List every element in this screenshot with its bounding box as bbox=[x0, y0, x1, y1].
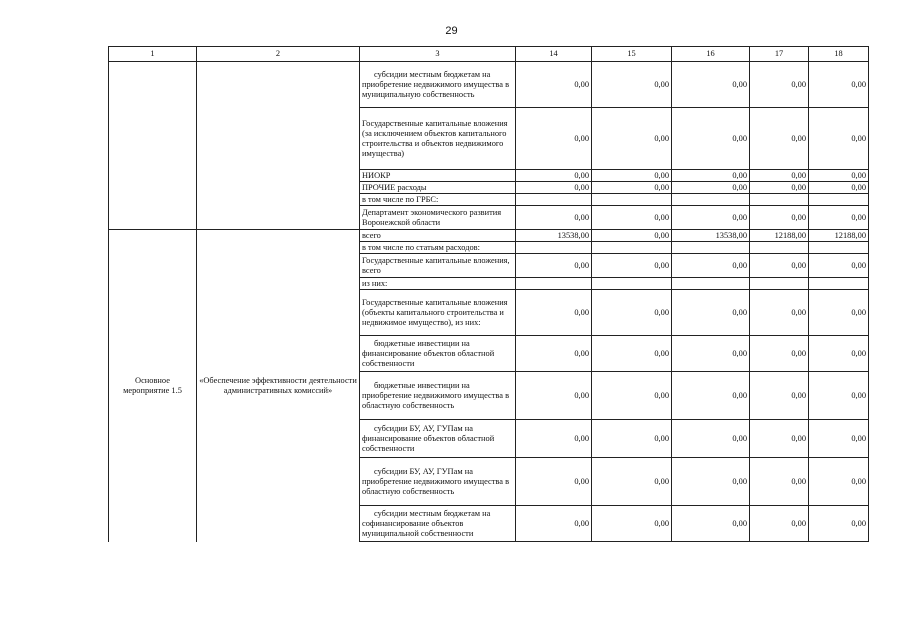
value-cell-col-14: 0,00 bbox=[516, 182, 592, 194]
value-cell-col-15: 0,00 bbox=[592, 506, 672, 542]
value-cell-col-17: 0,00 bbox=[750, 458, 809, 506]
header-col-17: 17 bbox=[750, 47, 809, 62]
header-col-14: 14 bbox=[516, 47, 592, 62]
header-col-16: 16 bbox=[672, 47, 750, 62]
value-cell-col-15 bbox=[592, 278, 672, 290]
value-cell-col-18: 0,00 bbox=[809, 290, 869, 336]
value-cell-col-14: 0,00 bbox=[516, 254, 592, 278]
value-cell-col-15: 0,00 bbox=[592, 254, 672, 278]
expense-label: Государственные капитальные вложения (объекты капитального строительства и недвижимое имущество), из них: bbox=[360, 290, 516, 336]
value-cell-col-18: 12188,00 bbox=[809, 230, 869, 242]
value-cell-col-14 bbox=[516, 194, 592, 206]
value-cell-col-18 bbox=[809, 194, 869, 206]
value-cell-col-15: 0,00 bbox=[592, 230, 672, 242]
value-cell-col-14: 0,00 bbox=[516, 62, 592, 108]
value-cell-col-14: 13538,00 bbox=[516, 230, 592, 242]
expense-label: субсидии БУ, АУ, ГУПам на финансирование объектов областной собственности bbox=[360, 420, 516, 458]
value-cell-col-14: 0,00 bbox=[516, 336, 592, 372]
value-cell-col-18: 0,00 bbox=[809, 458, 869, 506]
value-cell-col-16: 0,00 bbox=[672, 372, 750, 420]
value-cell-col-15: 0,00 bbox=[592, 336, 672, 372]
value-cell-col-16: 0,00 bbox=[672, 108, 750, 170]
header-col-2: 2 bbox=[197, 47, 360, 62]
value-cell-col-17: 0,00 bbox=[750, 372, 809, 420]
value-cell-col-16: 0,00 bbox=[672, 420, 750, 458]
value-cell-col-18 bbox=[809, 278, 869, 290]
value-cell-col-16: 0,00 bbox=[672, 290, 750, 336]
value-cell-col-15: 0,00 bbox=[592, 170, 672, 182]
value-cell-col-18: 0,00 bbox=[809, 336, 869, 372]
page-number: 29 bbox=[445, 25, 458, 37]
value-cell-col-16: 0,00 bbox=[672, 170, 750, 182]
value-cell-col-15 bbox=[592, 242, 672, 254]
expense-label: всего bbox=[360, 230, 516, 242]
expense-label: Государственные капитальные вложения, всего bbox=[360, 254, 516, 278]
value-cell-col-14: 0,00 bbox=[516, 206, 592, 230]
value-cell-col-17: 0,00 bbox=[750, 254, 809, 278]
activity-name-cell: «Обеспечение эффективности деятельности административных комиссий» bbox=[197, 230, 360, 542]
value-cell-col-17: 0,00 bbox=[750, 290, 809, 336]
value-cell-col-15: 0,00 bbox=[592, 290, 672, 336]
value-cell-col-17: 12188,00 bbox=[750, 230, 809, 242]
value-cell-col-17 bbox=[750, 242, 809, 254]
value-cell-col-15: 0,00 bbox=[592, 372, 672, 420]
expense-label: субсидии местным бюджетам на софинансирование объектов муниципальной собственности bbox=[360, 506, 516, 542]
section-top bbox=[109, 62, 869, 230]
value-cell-col-17: 0,00 bbox=[750, 336, 809, 372]
value-cell-col-18: 0,00 bbox=[809, 182, 869, 194]
expense-label: из них: bbox=[360, 278, 516, 290]
header-col-1: 1 bbox=[109, 47, 197, 62]
value-cell-col-18: 0,00 bbox=[809, 62, 869, 108]
value-cell-col-18: 0,00 bbox=[809, 254, 869, 278]
value-cell-col-18 bbox=[809, 242, 869, 254]
expense-label: бюджетные инвестиции на приобретение недвижимого имущества в областную собственность bbox=[360, 372, 516, 420]
activity-name-cell bbox=[197, 62, 360, 230]
value-cell-col-18: 0,00 bbox=[809, 206, 869, 230]
value-cell-col-16 bbox=[672, 278, 750, 290]
value-cell-col-17: 0,00 bbox=[750, 182, 809, 194]
value-cell-col-14: 0,00 bbox=[516, 290, 592, 336]
value-cell-col-17: 0,00 bbox=[750, 206, 809, 230]
value-cell-col-16: 0,00 bbox=[672, 506, 750, 542]
value-cell-col-16: 0,00 bbox=[672, 254, 750, 278]
value-cell-col-14 bbox=[516, 278, 592, 290]
expense-label: Департамент экономического развития Воронежской области bbox=[360, 206, 516, 230]
value-cell-col-17 bbox=[750, 278, 809, 290]
value-cell-col-16: 13538,00 bbox=[672, 230, 750, 242]
value-cell-col-15: 0,00 bbox=[592, 206, 672, 230]
value-cell-col-15 bbox=[592, 194, 672, 206]
activity-code-cell: Основное мероприятие 1.5 bbox=[109, 230, 197, 542]
value-cell-col-18: 0,00 bbox=[809, 170, 869, 182]
value-cell-col-15: 0,00 bbox=[592, 458, 672, 506]
value-cell-col-16 bbox=[672, 242, 750, 254]
value-cell-col-17: 0,00 bbox=[750, 62, 809, 108]
value-cell-col-14 bbox=[516, 242, 592, 254]
expense-label: Государственные капитальные вложения (за исключением объектов капитального строительства и объектов недвижимого имущества) bbox=[360, 108, 516, 170]
value-cell-col-15: 0,00 bbox=[592, 182, 672, 194]
value-cell-col-17: 0,00 bbox=[750, 420, 809, 458]
value-cell-col-14: 0,00 bbox=[516, 420, 592, 458]
table-row bbox=[109, 62, 869, 108]
header-row bbox=[109, 47, 869, 62]
value-cell-col-16: 0,00 bbox=[672, 458, 750, 506]
value-cell-col-14: 0,00 bbox=[516, 372, 592, 420]
expense-label: ПРОЧИЕ расходы bbox=[360, 182, 516, 194]
expense-label: в том числе по статьям расходов: bbox=[360, 242, 516, 254]
value-cell-col-17: 0,00 bbox=[750, 506, 809, 542]
value-cell-col-16: 0,00 bbox=[672, 206, 750, 230]
value-cell-col-16: 0,00 bbox=[672, 336, 750, 372]
value-cell-col-15: 0,00 bbox=[592, 62, 672, 108]
value-cell-col-16 bbox=[672, 194, 750, 206]
value-cell-col-15: 0,00 bbox=[592, 420, 672, 458]
activity-code-cell bbox=[109, 62, 197, 230]
expense-label: в том числе по ГРБС: bbox=[360, 194, 516, 206]
header-col-18: 18 bbox=[809, 47, 869, 62]
header-col-15: 15 bbox=[592, 47, 672, 62]
expense-label: субсидии местным бюджетам на приобретение недвижимого имущества в муниципальную собственность bbox=[360, 62, 516, 108]
value-cell-col-18: 0,00 bbox=[809, 420, 869, 458]
value-cell-col-14: 0,00 bbox=[516, 458, 592, 506]
value-cell-col-16: 0,00 bbox=[672, 182, 750, 194]
value-cell-col-14: 0,00 bbox=[516, 108, 592, 170]
value-cell-col-18: 0,00 bbox=[809, 108, 869, 170]
expense-label: субсидии БУ, АУ, ГУПам на приобретение недвижимого имущества в областную собственность bbox=[360, 458, 516, 506]
budget-table bbox=[108, 46, 869, 542]
value-cell-col-15: 0,00 bbox=[592, 108, 672, 170]
section-main bbox=[109, 230, 869, 542]
value-cell-col-17: 0,00 bbox=[750, 108, 809, 170]
table-row bbox=[109, 230, 869, 242]
value-cell-col-17: 0,00 bbox=[750, 170, 809, 182]
value-cell-col-16: 0,00 bbox=[672, 62, 750, 108]
value-cell-col-14: 0,00 bbox=[516, 170, 592, 182]
value-cell-col-18: 0,00 bbox=[809, 372, 869, 420]
header-col-3: 3 bbox=[360, 47, 516, 62]
value-cell-col-18: 0,00 bbox=[809, 506, 869, 542]
value-cell-col-14: 0,00 bbox=[516, 506, 592, 542]
expense-label: НИОКР bbox=[360, 170, 516, 182]
expense-label: бюджетные инвестиции на финансирование объектов областной собственности bbox=[360, 336, 516, 372]
value-cell-col-17 bbox=[750, 194, 809, 206]
